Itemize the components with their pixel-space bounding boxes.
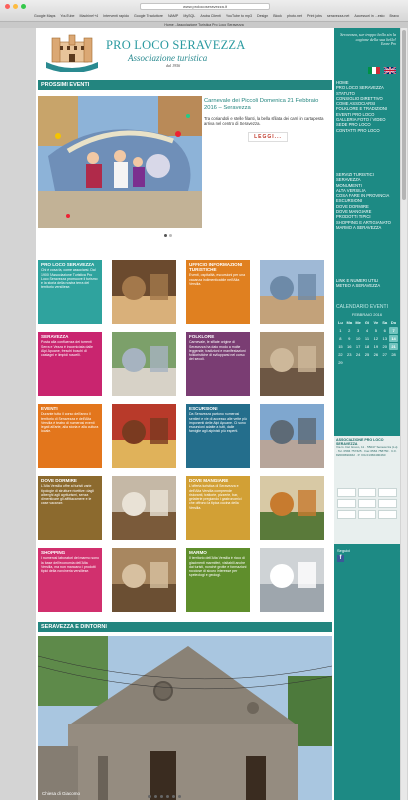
italian-flag-icon[interactable] xyxy=(368,67,380,74)
tile-description: Eventi, ospitalità, escursioni per una vacanza indimenticabile nell'Alta Versilia. xyxy=(189,273,246,286)
calendar-month: FEBBRAIO 2016 xyxy=(351,312,383,317)
bookmark-item[interactable]: Accessori in ...esto xyxy=(354,14,385,18)
bookmark-item[interactable]: seravezza.net xyxy=(326,14,350,18)
calendar-title: CALENDARIO EVENTI xyxy=(336,304,388,310)
bookmark-item[interactable]: YouTube xyxy=(60,14,75,18)
partner-logo[interactable] xyxy=(378,499,397,508)
category-photo[interactable] xyxy=(112,548,176,612)
slide-body: Tra coriandoli e stelle filanti, la bella sfilata dei carri in cartapesta arriva nel centro di Seravezza. xyxy=(204,116,324,127)
tile-title[interactable]: UFFICIO INFORMAZIONI TURISTICHE xyxy=(189,262,243,273)
slide-caption xyxy=(204,98,332,142)
bookmark-item[interactable]: MySQL xyxy=(183,14,196,18)
partner-logo[interactable] xyxy=(337,499,356,508)
tile-description: Durante tutto il corso dell'anno il territorio di Seravezza e dell'Alta Versilia è teatro di numerosi eventi legati all'arte, alla storia e alla cultura locale. xyxy=(41,412,99,434)
gallery-dot[interactable] xyxy=(172,795,175,798)
bookmark-item[interactable]: Design xyxy=(257,14,269,18)
sidebar-menu-item[interactable]: STATUTO xyxy=(336,90,355,96)
site-title[interactable]: PRO LOCO SERAVEZZA xyxy=(106,38,246,52)
tile-title[interactable]: PRO LOCO SERAVEZZA xyxy=(41,262,95,267)
partner-logo[interactable] xyxy=(337,510,356,519)
category-tile[interactable] xyxy=(186,260,250,324)
slide-title[interactable]: Carnevale dei Piccoli Domenica 21 Febbraio 2016 – Seravezza xyxy=(204,98,319,111)
sidebar-menu-item[interactable]: EVENTI PRO LOCO xyxy=(336,111,375,117)
calendar-day[interactable]: 21 xyxy=(389,343,398,350)
calendar-day[interactable]: 23 xyxy=(347,352,352,357)
category-tile[interactable] xyxy=(38,260,102,324)
bookmark-item[interactable]: Bravo xyxy=(389,14,399,18)
calendar-day xyxy=(380,359,389,366)
tile-description: Chi è cosa fa, come associarsi. Dal 1900 l'Associazione Turistica Pro Loco Seravezza promuove il turismo e la storia della nostra terra del territorio versiliese. xyxy=(41,268,98,290)
category-photo[interactable] xyxy=(260,260,324,324)
category-photo[interactable] xyxy=(112,476,176,540)
sidebar-menu-item[interactable]: CONTATTI PRO LOCO xyxy=(336,127,380,133)
gallery-dot[interactable] xyxy=(160,795,163,798)
sidebar-menu-item[interactable]: SERAVEZZA xyxy=(336,177,361,183)
sidebar-menu-item[interactable]: MARMO A SERAVEZZA xyxy=(336,224,382,230)
category-photo[interactable] xyxy=(112,260,176,324)
sidebar-menu-item[interactable]: HOME xyxy=(336,80,349,85)
tile-description: Il territorio dell'Alta Versilia è ricco di giacimenti marmiferi, visitabili anche dai turisti, nonché grotte e formazioni rocciose di sicuro interesse per speleologi e geologi. xyxy=(189,556,247,578)
gallery-dot[interactable] xyxy=(178,795,181,798)
category-photo[interactable] xyxy=(260,332,324,396)
sidebar-menu-item[interactable]: LINK E NUMERI UTILI xyxy=(336,278,379,283)
sidebar-menu-item[interactable]: SERVIZI TURISTICI xyxy=(336,172,374,177)
partner-logo[interactable] xyxy=(358,488,377,497)
calendar-weekday: Ma xyxy=(346,320,353,325)
language-flags xyxy=(338,61,396,68)
sidebar xyxy=(334,28,400,800)
sidebar-menu-item[interactable]: SEDE PRO LOCO xyxy=(336,122,371,128)
partner-logo[interactable] xyxy=(337,488,356,497)
tile-description: L'offerta turistica di Seravezza e dell'Alta Versilia comprende ristoranti, trattorie, pizzerie, bar, gelaterie pregiando i gastronomici che offrono la tipica cucina della Versilia. xyxy=(189,484,242,510)
category-tile[interactable] xyxy=(38,332,102,396)
slider-dot[interactable] xyxy=(164,234,167,237)
calendar-day[interactable]: 1 xyxy=(339,328,342,333)
maximize-button[interactable] xyxy=(21,4,26,9)
tile-title[interactable]: EVENTI xyxy=(41,406,58,411)
calendar-weekday: Ve xyxy=(373,320,379,325)
calendar-day[interactable]: 16 xyxy=(347,344,352,349)
slider-dots xyxy=(164,234,172,237)
slider-dot[interactable] xyxy=(169,234,172,237)
church-photo[interactable] xyxy=(38,636,332,800)
scrollbar-thumb[interactable] xyxy=(402,30,406,200)
partner-logo[interactable] xyxy=(378,488,397,497)
scrollbar[interactable] xyxy=(401,28,407,800)
gallery-dot[interactable] xyxy=(166,795,169,798)
partner-logo[interactable] xyxy=(378,510,397,519)
bookmark-item[interactable]: Google Maps xyxy=(34,14,56,18)
follow-label: Seguici xyxy=(337,548,351,553)
uk-flag-icon[interactable] xyxy=(384,67,396,74)
bookmark-item[interactable]: Machine!+4 xyxy=(79,14,99,18)
read-more-button[interactable]: LEGGI... xyxy=(248,132,288,142)
logo-crest[interactable] xyxy=(42,34,102,72)
bookmark-item[interactable]: Block xyxy=(273,14,282,18)
category-photo[interactable] xyxy=(112,332,176,396)
bookmarks-bar xyxy=(34,13,402,20)
calendar-day[interactable]: 26 xyxy=(373,352,379,357)
page-viewport xyxy=(0,28,408,800)
calendar-day xyxy=(371,359,380,366)
calendar-day[interactable]: 20 xyxy=(382,344,387,349)
sidebar-tagline xyxy=(338,32,396,47)
category-tile[interactable] xyxy=(38,548,102,612)
calendar-day[interactable]: 9 xyxy=(348,336,351,341)
tile-title[interactable]: ESCURSIONI xyxy=(189,406,218,411)
sidebar-menu-item[interactable]: DOVE DORMIRE xyxy=(336,203,369,209)
category-photo[interactable] xyxy=(112,404,176,468)
site-subtitle: Associazione turistica xyxy=(128,53,208,63)
sidebar-menu-item[interactable]: METEO A SERAVEZZA xyxy=(336,283,381,289)
tile-title[interactable]: SERAVEZZA xyxy=(41,334,69,339)
site-brand xyxy=(106,38,326,68)
address-bar[interactable]: www.prolocoseravezza.it xyxy=(140,3,270,10)
calendar-day[interactable]: 3 xyxy=(357,328,360,333)
calendar-day[interactable]: 17 xyxy=(355,344,361,349)
calendar-day[interactable]: 15 xyxy=(338,344,343,349)
close-button[interactable] xyxy=(5,4,10,9)
gallery-dot[interactable] xyxy=(148,795,151,798)
bookmark-item[interactable]: YouTube to mp3 xyxy=(225,14,252,18)
tile-description: L'Alta Versilia offre ai turisti varie tipologie di strutture ricettive: dagli alberghi agli agriturismi, senza dimenticare gli affittacamere e le case vacanze. xyxy=(41,484,94,506)
partner-logo[interactable] xyxy=(358,510,377,519)
category-tile[interactable] xyxy=(186,332,250,396)
sidebar-menu-item[interactable]: ALTA VERSILIA xyxy=(336,187,366,193)
sidebar-menu-item[interactable]: SHOPPING E ARTIGIANATO xyxy=(336,219,391,225)
category-tile[interactable] xyxy=(38,404,102,468)
bookmark-item[interactable]: Interventi rapido xyxy=(103,14,129,18)
site-since: dal 1956 xyxy=(166,63,181,68)
calendar-day xyxy=(345,359,354,366)
calendar-weekday: Gi xyxy=(364,320,370,325)
calendar-day[interactable]: 24 xyxy=(355,352,361,357)
photo-caption: Chiesa di Giacomo xyxy=(42,791,81,796)
sidebar-menu-item[interactable]: ESCURSIONI xyxy=(336,198,363,204)
window-controls xyxy=(5,4,26,9)
category-photo[interactable] xyxy=(260,548,324,612)
calendar-day[interactable]: 10 xyxy=(355,336,361,341)
calendar-day[interactable]: 4 xyxy=(365,328,369,333)
facebook-icon[interactable]: f xyxy=(337,555,344,562)
category-tile[interactable] xyxy=(38,476,102,540)
calendar-day xyxy=(354,359,363,366)
tile-description: I numerosi laboratori del marmo sono la base dell'economia dell'Alta Versilia, ma non mancano i prodotti tipici della norcineria versiliese. xyxy=(41,556,99,574)
tab-title[interactable]: Home - Associazione Turistica Pro Loco Seravezza xyxy=(0,22,408,28)
section-header-surroundings: SERAVEZZA E DINTORNI xyxy=(38,622,332,632)
category-tile[interactable] xyxy=(186,548,250,612)
tile-title[interactable]: SHOPPING xyxy=(41,550,66,555)
association-address: Via G. Del Greco, 11 · 55047 Seravezza (Lu) · Tel. 0584 757325 · Fax 0584 758750 · C.F. 82000690462 · P. IVA 01366490460 xyxy=(336,445,398,457)
sidebar-menu-item[interactable]: PRODOTTI TIPICI xyxy=(336,214,371,220)
sidebar-menu-item[interactable]: COSA FARE IN PROVINCIA xyxy=(336,193,390,199)
calendar-day[interactable]: 19 xyxy=(373,344,379,349)
calendar-day[interactable]: 22 xyxy=(338,352,343,357)
calendar-weekday: Do xyxy=(390,320,397,325)
sidebar-menu-item[interactable]: MONUMENTI xyxy=(336,182,362,188)
sidebar-menu-links xyxy=(336,278,398,289)
minimize-button[interactable] xyxy=(13,4,18,9)
tile-description: Da Seravezza partono numerosi sentieri e vie di accesso alle vette più imponenti delle Alpi Apuane. Ci sono escursioni adatte a tutti, dalle famiglie agli alpinisti più esperti. xyxy=(189,412,247,434)
bookmark-item[interactable]: Google Traduttore xyxy=(133,14,163,18)
tile-title[interactable]: DOVE DORMIRE xyxy=(41,478,77,483)
tile-title[interactable]: FOLKLORE xyxy=(189,334,215,339)
association-name: ASSOCIAZIONE PRO LOCO SERAVEZZA xyxy=(336,438,384,446)
gallery-dot[interactable] xyxy=(154,795,157,798)
calendar-day[interactable]: 14 xyxy=(389,335,398,342)
bookmark-item[interactable]: Aruba Clienti xyxy=(200,14,221,18)
sidebar-menu-item[interactable]: DOVE MANGIARE xyxy=(336,209,372,215)
sidebar-menu-item[interactable]: GALLERIA FOTO / VIDEO xyxy=(336,117,386,123)
calendar-day[interactable]: 6 xyxy=(383,328,386,333)
calendar-day xyxy=(389,359,398,366)
sidebar-menu-item[interactable]: FOLKLORE E TRADIZIONI xyxy=(336,106,388,112)
browser-chrome xyxy=(0,0,408,22)
gallery-dots xyxy=(148,795,181,798)
calendar-day[interactable]: 7 xyxy=(389,327,398,334)
calendar-day xyxy=(363,359,372,366)
calendar-day[interactable]: 29 xyxy=(338,360,343,365)
calendar-day[interactable]: 5 xyxy=(374,328,377,333)
tile-title[interactable]: MARMO xyxy=(189,550,207,555)
bookmark-item[interactable]: NAMP xyxy=(167,14,179,18)
sidebar-menu-item[interactable]: COME ASSOCIARSI xyxy=(336,101,376,107)
sidebar-menu-item[interactable]: PRO LOCO SERAVEZZA xyxy=(336,85,384,91)
calendar-day[interactable]: 12 xyxy=(373,336,379,341)
sidebar-menu-main xyxy=(336,80,398,133)
calendar-day[interactable]: 8 xyxy=(339,336,342,341)
category-photo[interactable] xyxy=(260,404,324,468)
events-calendar xyxy=(336,319,398,366)
bookmark-item[interactable]: Print jobs xyxy=(306,14,322,18)
tagline-author: Ezone Pro xyxy=(381,42,396,46)
category-tile[interactable] xyxy=(186,404,250,468)
calendar-weekday: Me xyxy=(355,320,361,325)
sidebar-menu-tourism xyxy=(336,172,398,230)
sidebar-menu-item[interactable]: CONSIGLIO DIRETTIVO xyxy=(336,95,383,101)
calendar-day[interactable]: 28 xyxy=(391,352,396,357)
main-content xyxy=(36,28,334,800)
calendar-day[interactable]: 13 xyxy=(382,336,387,341)
partner-logos xyxy=(337,488,397,519)
calendar-weekday: Sa xyxy=(382,320,388,325)
tile-description: Carnevale, le sfilate origine di Seravezza ha dato modo a molte leggende, tradizioni e manifestazioni folkloristiche di svilupparsi nel corso dei secoli. xyxy=(189,340,246,362)
calendar-day[interactable]: 2 xyxy=(348,328,351,333)
calendar-weekday: Lu xyxy=(337,320,343,325)
calendar-day[interactable]: 25 xyxy=(364,352,370,357)
section-header-events: PROSSIMI EVENTI xyxy=(38,80,332,90)
category-photo[interactable] xyxy=(260,476,324,540)
calendar-day[interactable]: 27 xyxy=(382,352,387,357)
bookmark-item[interactable]: photo.net xyxy=(286,14,302,18)
carnival-slide-image[interactable] xyxy=(38,96,202,228)
tile-description: Posta alla confluenza dei torrenti Serra e Vezza è incorniciata dalle Alpi Apuane, freschi boschi di castagni e limpidi ruscelli. xyxy=(41,340,93,358)
partner-logo[interactable] xyxy=(358,499,377,508)
calendar-day[interactable]: 18 xyxy=(364,344,370,349)
category-tile[interactable] xyxy=(186,476,250,540)
tile-title[interactable]: DOVE MANGIARE xyxy=(189,478,229,483)
calendar-day[interactable]: 11 xyxy=(364,336,370,341)
tagline-text: Seravezza, sur troppo bella sin la cagione della sua bella! xyxy=(340,32,396,42)
